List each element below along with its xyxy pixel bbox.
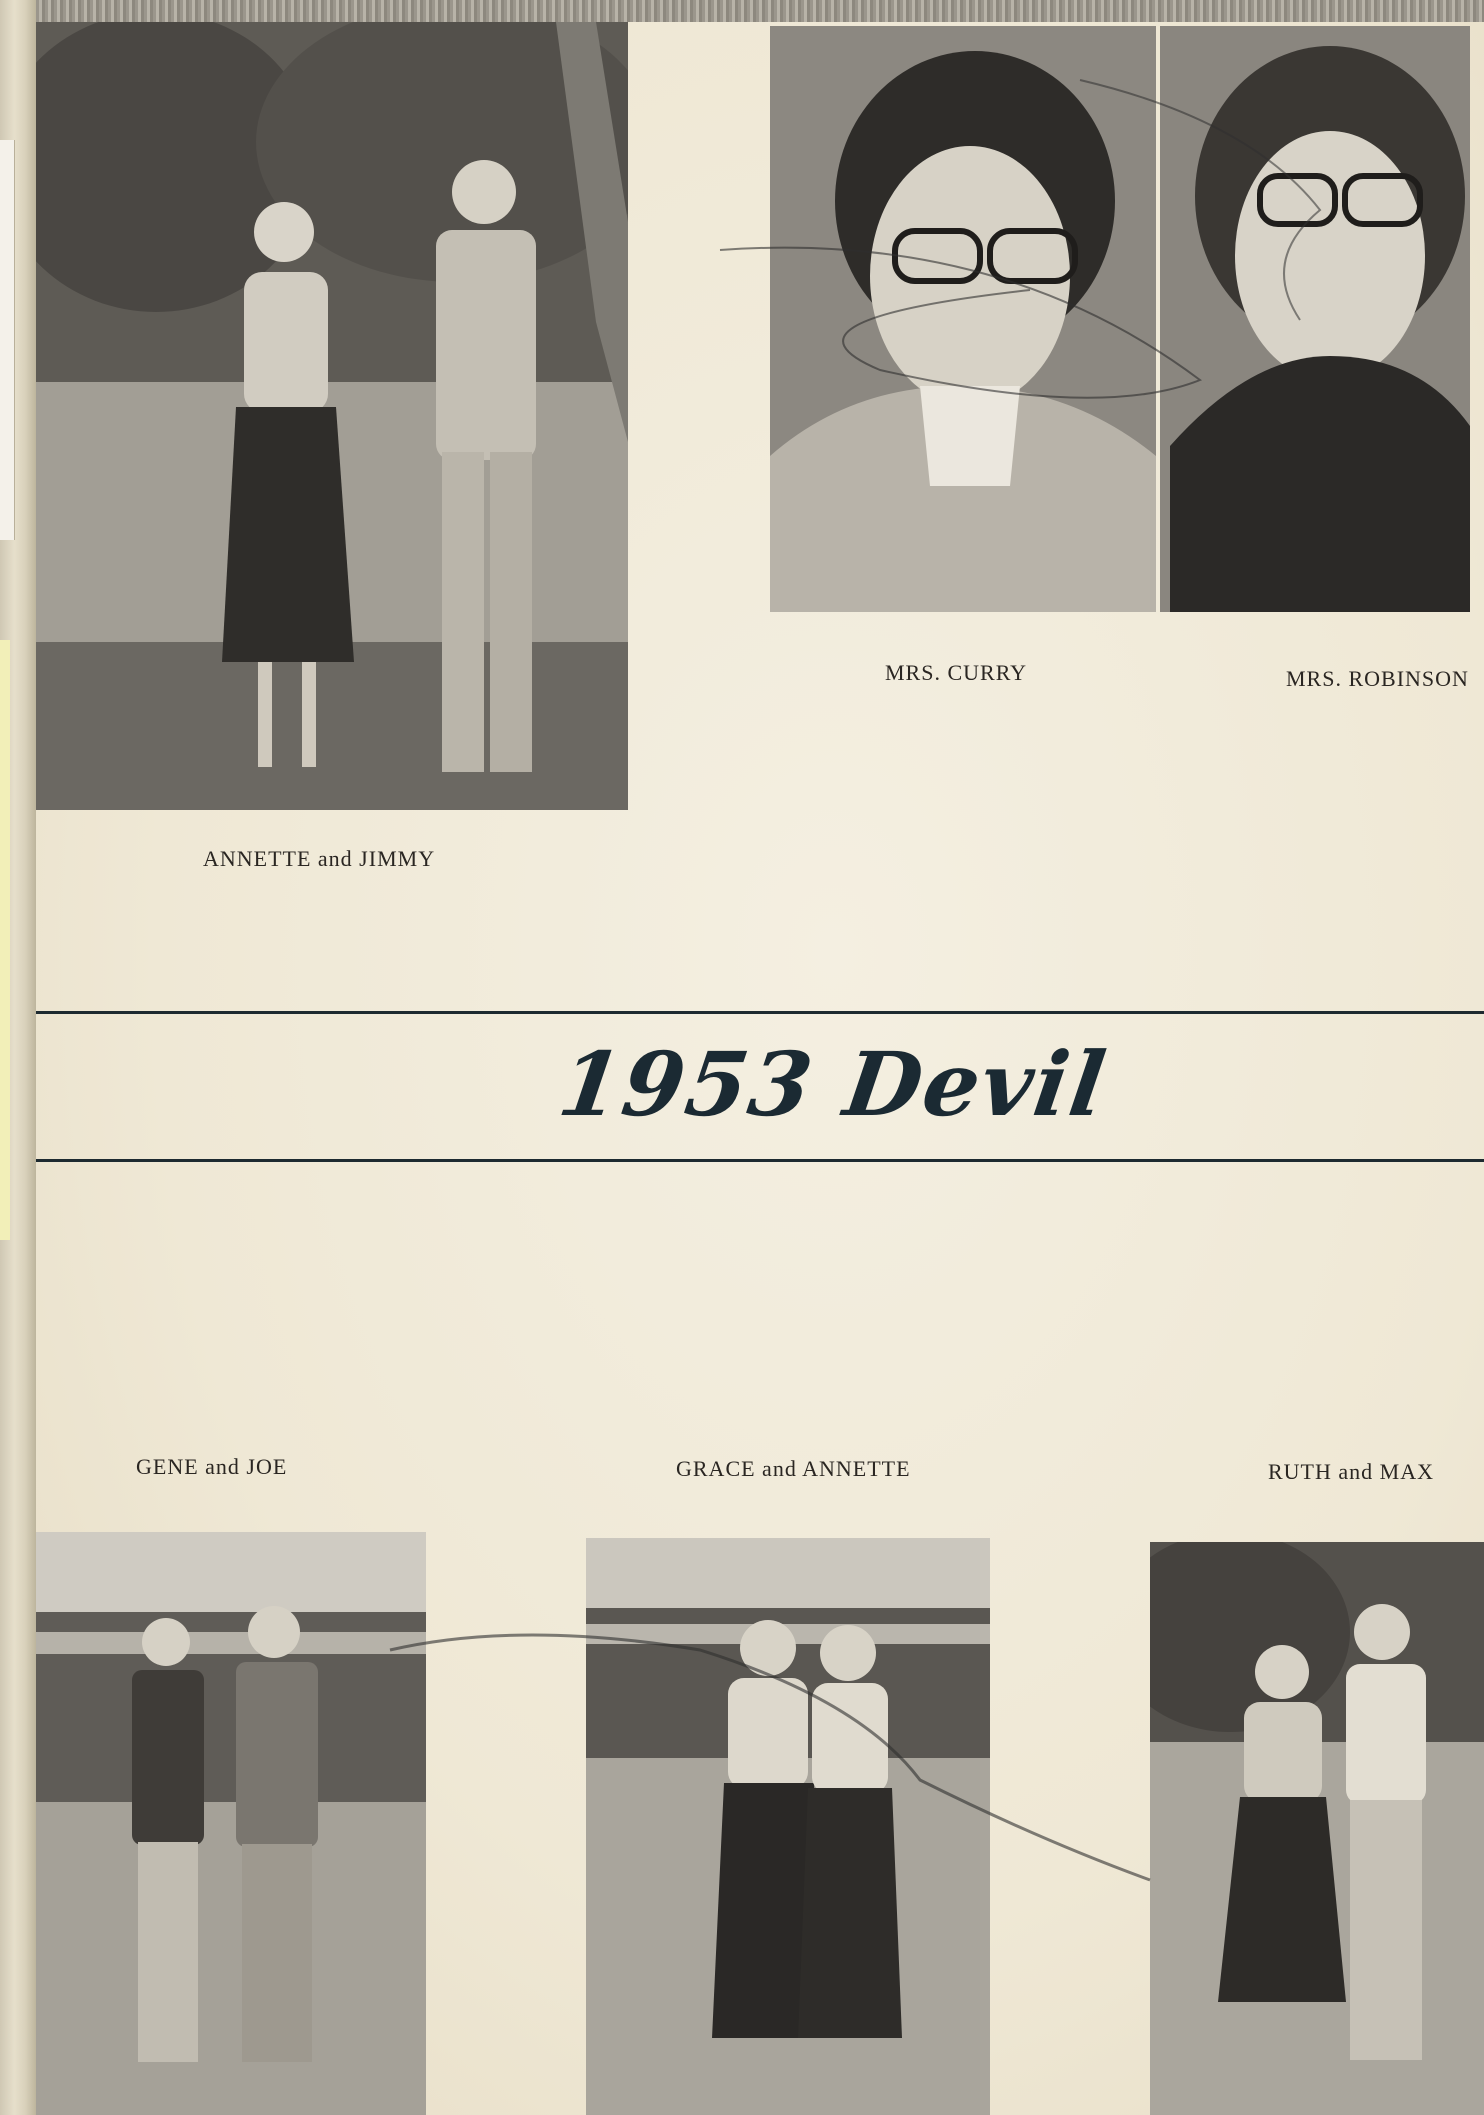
spine-sticker	[0, 140, 15, 540]
photo-ruth-max-image	[1150, 1542, 1484, 2115]
photo-gene-joe-image	[36, 1532, 426, 2115]
page-top-edge	[36, 0, 1484, 22]
caption-mrs-curry: MRS. CURRY	[885, 660, 1028, 685]
photo-mrs-curry-image	[770, 26, 1156, 612]
photo-mrs-curry	[770, 26, 1156, 612]
photo-mrs-robinson-image	[1160, 26, 1470, 612]
photo-mrs-robinson	[1160, 26, 1470, 612]
caption-annette-jimmy: ANNETTE and JIMMY	[203, 846, 436, 871]
photo-annette-jimmy-image	[36, 22, 628, 810]
book-spine	[0, 0, 36, 2115]
caption-grace-annette: GRACE and ANNETTE	[676, 1456, 911, 1481]
spine-tab	[0, 640, 10, 1240]
photo-annette-jimmy	[36, 22, 628, 810]
photo-grace-annette	[586, 1538, 990, 2115]
caption-ruth-max: RUTH and MAX	[1268, 1459, 1434, 1484]
photo-gene-joe	[36, 1532, 426, 2115]
caption-mrs-robinson: MRS. ROBINSON	[1286, 666, 1469, 691]
title-rule-top	[36, 1011, 1484, 1014]
photo-ruth-max	[1150, 1542, 1484, 2115]
page-title: 1953 Devil	[552, 1032, 1114, 1136]
caption-gene-joe: GENE and JOE	[136, 1454, 288, 1479]
photo-grace-annette-image	[586, 1538, 990, 2115]
title-rule-bottom	[36, 1159, 1484, 1162]
